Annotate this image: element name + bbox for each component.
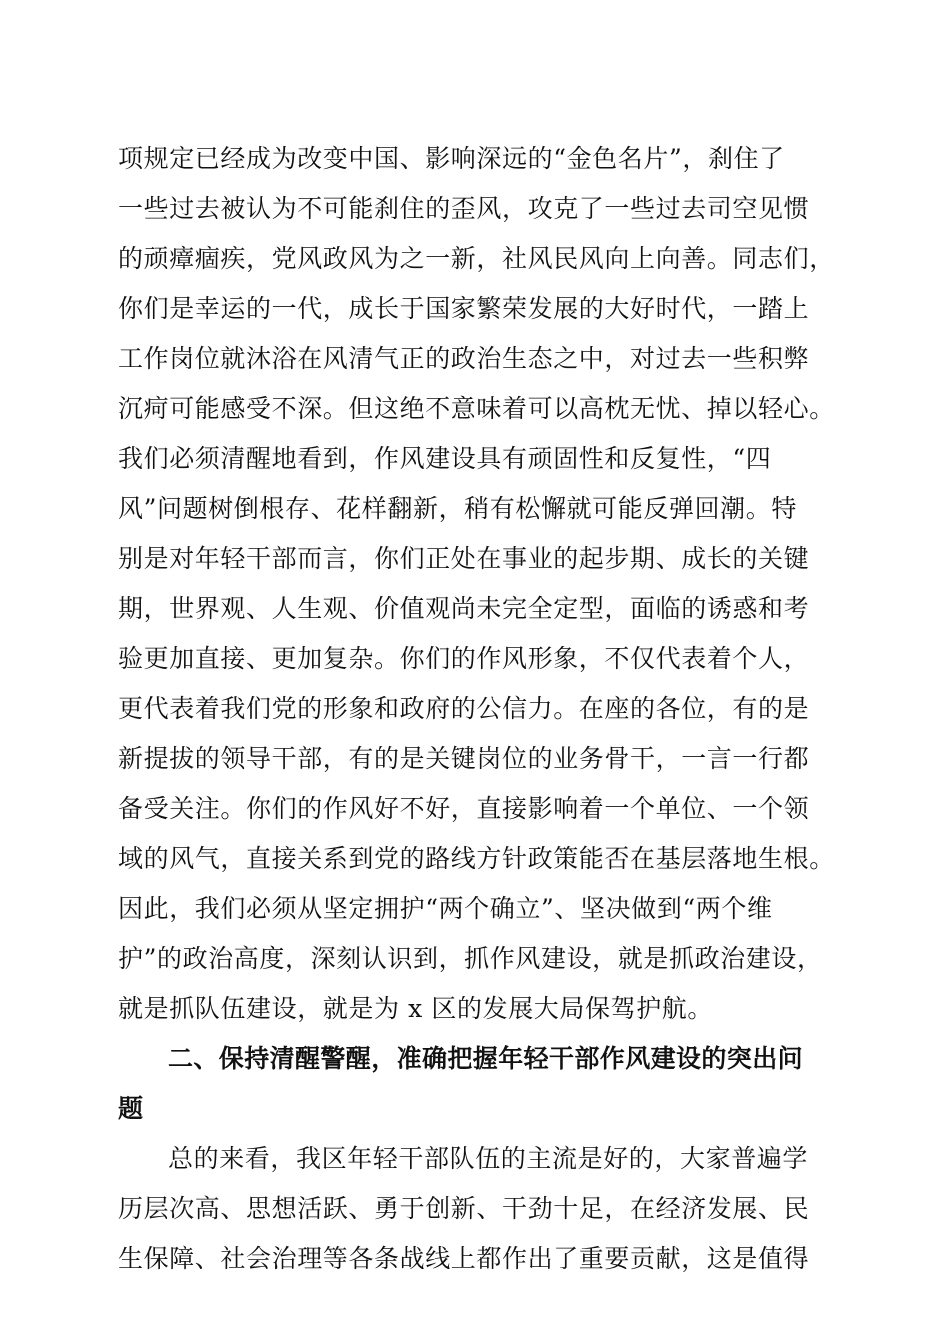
body-text-line: 的顽瘴痼疾，党风政风为之一新，社风民风向上向善。同志们， bbox=[118, 244, 835, 273]
section-heading: 题 bbox=[118, 1094, 144, 1123]
body-text-line: 期，世界观、人生观、价值观尚未完全定型，面临的诱惑和考 bbox=[118, 594, 810, 623]
body-text-line: 因此，我们必须从坚定拥护“两个确立”、坚决做到“两个维 bbox=[118, 894, 773, 923]
body-text-line: 生保障、社会治理等各条战线上都作出了重要贡献，这是值得 bbox=[118, 1244, 810, 1273]
body-text-line: 护”的政治高度，深刻认识到，抓作风建设，就是抓政治建设， bbox=[118, 944, 823, 973]
section-heading: 二、保持清醒警醒，准确把握年轻干部作风建设的突出问 bbox=[168, 1044, 804, 1073]
body-text-line: 别是对年轻干部而言，你们正处在事业的起步期、成长的关键 bbox=[118, 544, 810, 573]
body-text-line: 风”问题树倒根存、花样翻新，稍有松懈就可能反弹回潮。特 bbox=[118, 494, 797, 523]
body-text-line: 项规定已经成为改变中国、影响深远的“金色名片”，刹住了 bbox=[118, 144, 785, 173]
body-text-line: 就是抓队伍建设，就是为 x 区的发展大局保驾护航。 bbox=[118, 994, 713, 1023]
body-text-line: 工作岗位就沐浴在风清气正的政治生态之中，对过去一些积弊 bbox=[118, 344, 810, 373]
body-text-line: 一些过去被认为不可能刹住的歪风，攻克了一些过去司空见惯 bbox=[118, 194, 810, 223]
body-text-line: 新提拔的领导干部，有的是关键岗位的业务骨干，一言一行都 bbox=[118, 744, 810, 773]
body-text-line: 备受关注。你们的作风好不好，直接影响着一个单位、一个领 bbox=[118, 794, 810, 823]
body-text-line: 沉疴可能感受不深。但这绝不意味着可以高枕无忧、掉以轻心。 bbox=[118, 394, 835, 423]
body-text-line: 验更加直接、更加复杂。你们的作风形象，不仅代表着个人， bbox=[118, 644, 810, 673]
body-text-line: 总的来看，我区年轻干部队伍的主流是好的，大家普遍学 bbox=[168, 1144, 809, 1173]
body-text-line: 我们必须清醒地看到，作风建设具有顽固性和反复性，“四 bbox=[118, 444, 772, 473]
body-text-line: 你们是幸运的一代，成长于国家繁荣发展的大好时代，一踏上 bbox=[118, 294, 810, 323]
body-text-line: 更代表着我们党的形象和政府的公信力。在座的各位，有的是 bbox=[118, 694, 810, 723]
body-text-line: 历层次高、思想活跃、勇于创新、干劲十足，在经济发展、民 bbox=[118, 1194, 810, 1223]
body-text-line: 域的风气，直接关系到党的路线方针政策能否在基层落地生根。 bbox=[118, 844, 835, 873]
